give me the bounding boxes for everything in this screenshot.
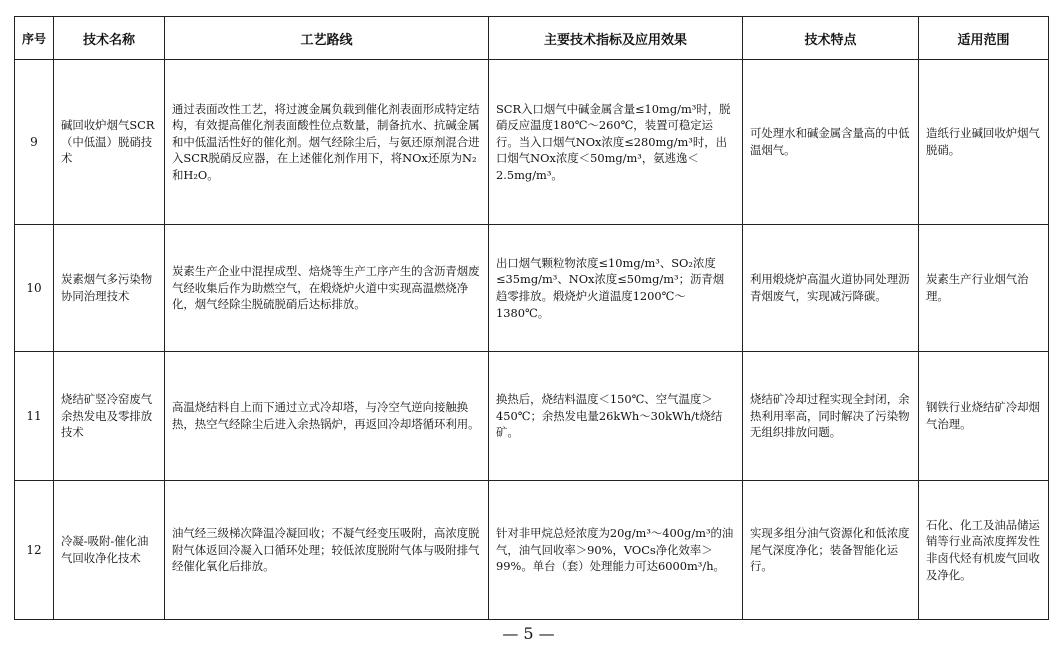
row-process-route: 高温烧结料自上而下通过立式冷却塔，与冷空气逆向接触换热，热空气经除尘后进入余热锅炉，再返回冷却塔循环利用。	[165, 352, 489, 481]
table-row	[15, 481, 1049, 620]
row-tech-name: 炭素烟气多污染物协同治理技术	[54, 225, 165, 352]
row-scope: 炭素生产行业烟气治理。	[919, 225, 1049, 352]
row-scope: 造纸行业碱回收炉烟气脱硝。	[919, 60, 1049, 225]
row-serial-number: 9	[15, 60, 54, 225]
header-process-route: 工艺路线	[165, 17, 489, 60]
row-features: 利用煅烧炉高温火道协同处理沥青烟废气，实现减污降碳。	[743, 225, 919, 352]
technology-table	[14, 16, 1049, 620]
table-row	[15, 352, 1049, 481]
table-row	[15, 225, 1049, 352]
header-indicators: 主要技术指标及应用效果	[489, 17, 743, 60]
row-serial-number: 11	[15, 352, 54, 481]
row-tech-name: 烧结矿竖冷窑废气余热发电及零排放技术	[54, 352, 165, 481]
row-tech-name: 冷凝-吸附-催化油气回收净化技术	[54, 481, 165, 620]
header-features: 技术特点	[743, 17, 919, 60]
header-serial-number: 序号	[15, 17, 54, 60]
row-scope: 石化、化工及油品储运销等行业高浓度挥发性非卤代烃有机废气回收及净化。	[919, 481, 1049, 620]
row-features: 实现多组分油气资源化和低浓度尾气深度净化；装备智能化运行。	[743, 481, 919, 620]
header-scope: 适用范围	[919, 17, 1049, 60]
row-indicators: 针对非甲烷总烃浓度为20g/m³～400g/m³的油气，油气回收率＞90%，VOCs净化效率＞99%。单台（套）处理能力可达6000m³/h。	[489, 481, 743, 620]
header-tech-name: 技术名称	[54, 17, 165, 60]
row-features: 可处理水和碱金属含量高的中低温烟气。	[743, 60, 919, 225]
row-indicators: SCR入口烟气中碱金属含量≤10mg/m³时，脱硝反应温度180℃～260℃，装置可稳定运行。当入口烟气NOx浓度≤280mg/m³时，出口烟气NOx浓度＜50mg/m³，氨逃逸＜2.5mg/m³。	[489, 60, 743, 225]
row-process-route: 通过表面改性工艺，将过渡金属负载到催化剂表面形成特定结构，有效提高催化剂表面酸性位点数量，制备抗水、抗碱金属和中低温活性好的催化剂。烟气经除尘后，与氨还原剂混合进入SCR脱硝反应器，在上述催化剂作用下，将NOx还原为N₂和H₂O。	[165, 60, 489, 225]
table-row	[15, 60, 1049, 225]
row-serial-number: 12	[15, 481, 54, 620]
row-tech-name: 碱回收炉烟气SCR（中低温）脱硝技术	[54, 60, 165, 225]
header-row	[15, 17, 1049, 60]
row-features: 烧结矿冷却过程实现全封闭，余热利用率高，同时解决了污染物无组织排放问题。	[743, 352, 919, 481]
row-indicators: 出口烟气颗粒物浓度≤10mg/m³、SO₂浓度≤35mg/m³、NOx浓度≤50mg/m³；沥青烟趋零排放。煅烧炉火道温度1200℃～1380℃。	[489, 225, 743, 352]
page-number: — 5 —	[502, 624, 555, 643]
row-scope: 钢铁行业烧结矿冷却烟气治理。	[919, 352, 1049, 481]
row-serial-number: 10	[15, 225, 54, 352]
row-indicators: 换热后，烧结料温度＜150℃、空气温度＞450℃；余热发电量26kWh～30kWh/t烧结矿。	[489, 352, 743, 481]
row-process-route: 油气经三级梯次降温冷凝回收；不凝气经变压吸附，高浓度脱附气体返回冷凝入口循环处理；较低浓度脱附气体与吸附排气经催化氧化后排放。	[165, 481, 489, 620]
row-process-route: 炭素生产企业中混捏成型、焙烧等生产工序产生的含沥青烟废气经收集后作为助燃空气，在煅烧炉火道中实现高温燃烧净化，烟气经除尘脱硫脱硝后达标排放。	[165, 225, 489, 352]
